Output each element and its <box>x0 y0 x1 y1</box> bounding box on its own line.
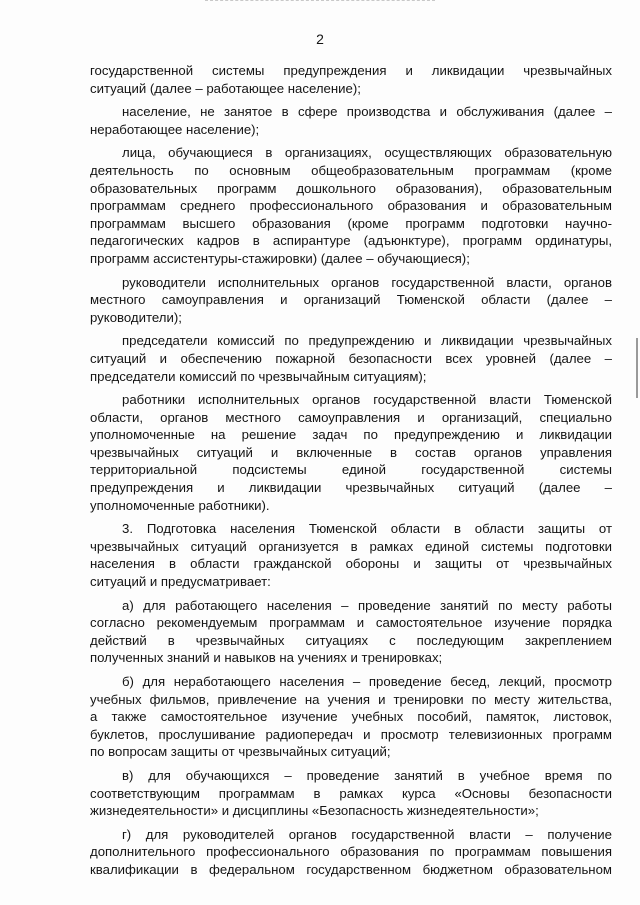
text-line: соответствующим программам в рамках курса «Основы безопасности <box>90 785 612 801</box>
text-line: местного самоуправления и организаций Тюменской области (далее – <box>90 292 612 308</box>
paragraph <box>90 767 612 820</box>
text-line: квалификации в федеральном государственном бюджетном образовательном <box>90 861 612 877</box>
text-line: б) для неработающего населения – проведение бесед, лекций, просмотр <box>122 674 612 689</box>
text-line: руководители); <box>90 309 182 325</box>
text-line: чрезвычайных ситуаций и включенные в состав органов управления <box>90 444 612 460</box>
page-number: 2 <box>316 31 324 47</box>
paragraph <box>90 391 612 514</box>
text-line: по вопросам защиты от чрезвычайных ситуаций; <box>90 744 391 760</box>
paragraph <box>90 144 612 267</box>
document-body <box>90 62 612 885</box>
text-line: населения в области гражданской обороны и защиты от чрезвычайных <box>90 556 612 572</box>
text-line: чрезвычайных ситуаций организуется в рамках единой системы подготовки <box>90 538 612 554</box>
text-line: программ ассистентуры-стажировки) (далее – обучающиеся); <box>90 250 470 266</box>
text-line: области, органов местного самоуправления и организаций, специально <box>90 409 612 425</box>
text-line: полученных знаний и навыков на учениях и тренировках; <box>90 650 443 666</box>
text-line: работники исполнительных органов государственной власти Тюменской <box>122 392 612 408</box>
text-line: руководители исполнительных органов государственной власти, органов <box>122 274 612 290</box>
text-line: г) для руководителей органов государственной власти – получение <box>122 826 612 842</box>
text-line: деятельность по основным общеобразовательным программам (кроме <box>90 162 612 178</box>
scan-edge-mark <box>636 338 638 398</box>
paragraph <box>90 332 612 385</box>
text-line: жизнедеятельности» и дисциплины «Безопасность жизнедеятельности»; <box>90 803 539 819</box>
text-line: ситуаций (далее – работающее население); <box>90 80 361 96</box>
text-line: уполномоченные на решение задач по предупреждению и ликвидации <box>90 427 612 443</box>
text-line: учебных фильмов, привлечение на учения и тренировки по месту жительства, <box>90 691 612 707</box>
text-line: педагогических кадров в аспирантуре (адъюнктуре), программ ординатуры, <box>90 233 612 249</box>
text-line: ситуаций и обеспечению пожарной безопасности всех уровней (далее – <box>90 350 612 366</box>
text-line: ситуаций и предусматривает: <box>90 574 271 590</box>
text-line: буклетов, прослушивание радиопередач и просмотр телевизионных программ <box>90 726 612 742</box>
text-line: а) для работающего населения – проведение занятий по месту работы <box>122 597 612 613</box>
text-line: уполномоченные работники). <box>90 497 270 513</box>
paragraph <box>90 673 612 761</box>
paragraph <box>90 520 612 590</box>
paragraph <box>90 62 612 97</box>
text-line: государственной системы предупреждения и ликвидации чрезвычайных <box>90 63 612 78</box>
text-line: лица, обучающиеся в организациях, осуществляющих образовательную <box>122 145 612 161</box>
text-line: территориальной подсистемы единой государственной системы <box>90 462 612 478</box>
paragraph <box>90 103 612 138</box>
paragraph <box>90 826 612 879</box>
text-line: программам среднего профессионального образования и образовательным <box>90 198 612 214</box>
paragraph <box>90 274 612 327</box>
text-line: неработающее население); <box>90 121 260 137</box>
text-line: председатели комиссий по предупреждению и ликвидации чрезвычайных <box>122 333 612 349</box>
scan-top-edge <box>205 0 435 3</box>
text-line: председатели комиссий по чрезвычайным ситуациям); <box>90 368 427 384</box>
text-line: дополнительного профессионального образования по программам повышения <box>90 844 612 860</box>
text-line: а также самостоятельное изучение учебных пособий, памяток, листовок, <box>90 709 612 725</box>
text-line: население, не занятое в сфере производства и обслуживания (далее – <box>122 104 612 120</box>
text-line: в) для обучающихся – проведение занятий в учебное время по <box>122 767 612 783</box>
text-line: предупреждения и ликвидации чрезвычайных ситуаций (далее – <box>90 480 612 496</box>
text-line: действий в чрезвычайных ситуациях с последующим закреплением <box>90 632 612 648</box>
paragraph <box>90 597 612 667</box>
text-line: образовательных программ дошкольного образования), образовательным <box>90 180 612 196</box>
text-line: 3. Подготовка населения Тюменской области в области защиты от <box>122 521 612 537</box>
text-line: согласно рекомендуемым программам и самостоятельное изучение порядка <box>90 615 612 631</box>
text-line: программам высшего образования (кроме программ подготовки научно- <box>90 215 612 231</box>
